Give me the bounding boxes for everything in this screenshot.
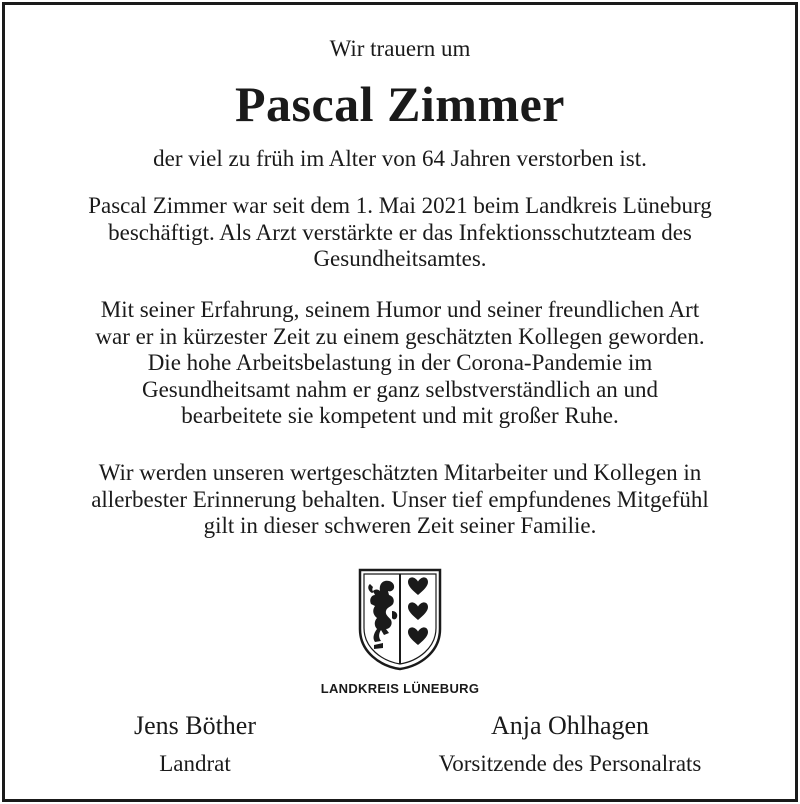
text-line: war er in kürzester Zeit zu einem geschätzten Kollegen geworden. <box>95 323 705 349</box>
text-line: beschäftigt. Als Arzt verstärkte er das Infektionsschutzteam des <box>108 219 692 245</box>
text-line: Gesundheitsamtes. <box>313 246 487 271</box>
text-line: Wir werden unseren wertgeschätzten Mitarbeiter und Kollegen in <box>98 460 702 485</box>
signatory-right <box>405 711 735 778</box>
deceased-name: Pascal Zimmer <box>234 76 565 132</box>
age-line: der viel zu früh im Alter von 64 Jahren verstorben ist. <box>153 146 647 171</box>
intro-line: Wir trauern um <box>329 36 471 61</box>
text-line: gilt in dieser schweren Zeit seiner Familie. <box>203 513 597 538</box>
text-line: Gesundheitsamt nahm er ganz selbstverständlich an und <box>141 376 659 402</box>
coat-of-arms-lion-hearts-icon <box>357 567 443 671</box>
text-line: bearbeitete sie kompetent und mit großer Ruhe. <box>181 403 619 428</box>
paragraph-condolence <box>5 460 795 540</box>
paragraph-employment <box>5 193 795 273</box>
signatory-name: Anja Ohlhagen <box>490 711 650 740</box>
signatory-role: Landrat <box>159 751 231 776</box>
text-line: Pascal Zimmer war seit dem 1. Mai 2021 beim Landkreis Lüneburg <box>88 193 712 218</box>
text-line: allerbester Erinnerung behalten. Unser tief empfundenes Mitgefühl <box>91 486 709 512</box>
text-line: Mit seiner Erfahrung, seinem Humor und seiner freundlichen Art <box>100 297 700 322</box>
text-line: Die hohe Arbeitsbelastung in der Corona-Pandemie im <box>147 350 653 375</box>
signatory-name: Jens Böther <box>133 711 257 740</box>
signatory-left <box>95 711 295 778</box>
obituary-notice <box>2 2 798 802</box>
signatory-role: Vorsitzende des Personalrats <box>438 751 702 776</box>
authority-name: LANDKREIS LÜNEBURG <box>320 681 480 696</box>
paragraph-tribute <box>5 297 795 430</box>
